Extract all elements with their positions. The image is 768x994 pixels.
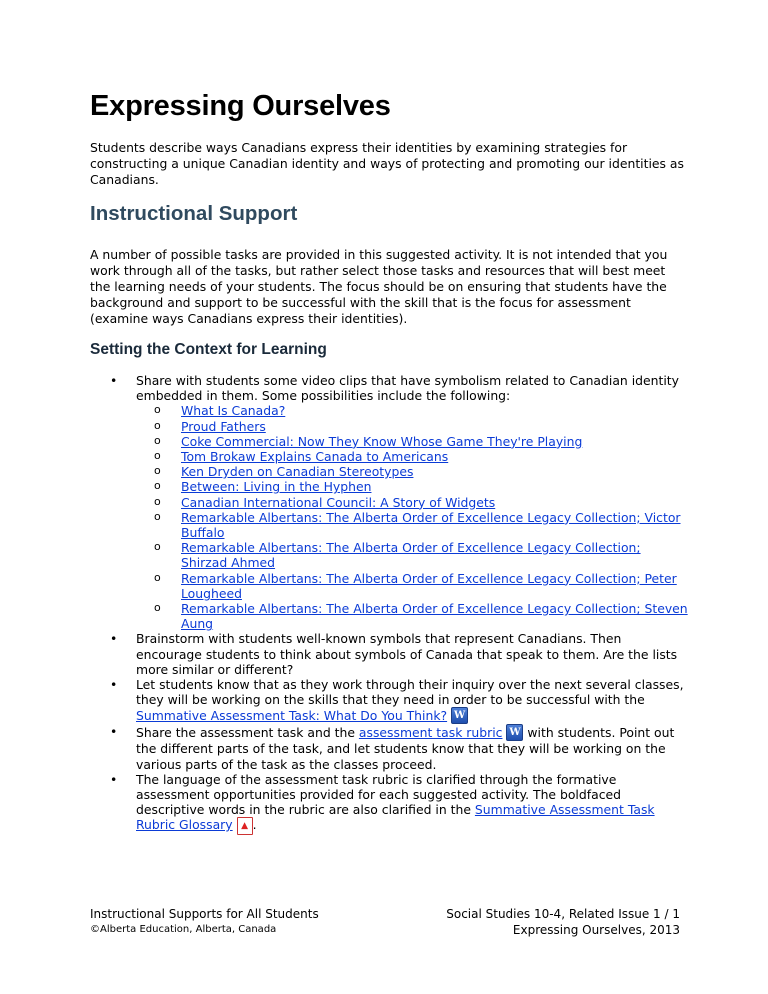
list-item: [136, 449, 690, 464]
bullet-item: [90, 772, 690, 836]
video-link[interactable]: Remarkable Albertans: The Alberta Order of Excellence Legacy Collection; Peter Lougheed: [181, 570, 677, 601]
video-link[interactable]: Coke Commercial: Now They Know Whose Game They're Playing: [181, 433, 583, 449]
word-doc-icon[interactable]: W: [451, 707, 468, 724]
bullet-item: [90, 677, 690, 724]
list-item: [136, 540, 690, 570]
video-link[interactable]: Tom Brokaw Explains Canada to Americans: [181, 449, 449, 465]
list-item: [136, 601, 690, 631]
video-link-list: [136, 403, 690, 631]
section-heading: Instructional Support: [90, 202, 298, 225]
bullet-text: The language of the assessment task rubric is clarified through the formative assessment opportunities provided for each suggested activity. The boldfaced descriptive words in the rubric are also clarified in the: [136, 771, 621, 818]
bullet-text: Brainstorm with students well-known symbols that represent Canadians. Then encourage students to think about symbols of Canada that speak to them. Are the lists more similar or different?: [136, 631, 678, 677]
bullet-item: [90, 631, 690, 677]
video-link[interactable]: Between: Living in the Hyphen: [181, 479, 372, 495]
bullet-text: .: [252, 817, 257, 833]
pdf-icon[interactable]: ▲: [237, 817, 253, 835]
video-link[interactable]: Proud Fathers: [181, 418, 266, 434]
bullet-list: [90, 373, 690, 835]
sub-heading: Setting the Context for Learning: [90, 341, 327, 358]
list-item: [136, 403, 690, 418]
video-link[interactable]: Remarkable Albertans: The Alberta Order of Excellence Legacy Collection; Steven Aung: [181, 601, 688, 632]
video-link[interactable]: Remarkable Albertans: The Alberta Order of Excellence Legacy Collection; Shirzad Ahmed: [181, 540, 641, 571]
glossary-link[interactable]: Summative Assessment Task Rubric Glossary: [136, 802, 655, 833]
list-item: [136, 571, 690, 601]
video-link[interactable]: What Is Canada?: [181, 403, 286, 419]
footer-series: Instructional Supports for All Students: [90, 907, 319, 921]
section-paragraph: A number of possible tasks are provided in this suggested activity. It is not intended that you work through all of the tasks, but rather select those tasks and resources that will best meet the learning needs of your students. The focus should be on ensuring that students have the background and support to be successful with the skill that is the focus for assessment (examine ways Canadians express their identities).: [90, 247, 668, 326]
page-title: Expressing Ourselves: [90, 90, 391, 122]
list-item: [136, 434, 690, 449]
bullet-text: Share the assessment task and the: [136, 725, 359, 741]
bullet-text: Share with students some video clips that have symbolism related to Canadian identity embedded in them. Some possibilities include the following:: [136, 373, 679, 404]
summative-task-link[interactable]: Summative Assessment Task: What Do You Think?: [136, 708, 448, 724]
list-item: [136, 510, 690, 540]
video-link[interactable]: Remarkable Albertans: The Alberta Order of Excellence Legacy Collection; Victor Buffalo: [181, 509, 681, 541]
footer-right: [446, 906, 680, 938]
footer-course: Social Studies 10-4, Related Issue 1 / 1: [446, 907, 680, 921]
bullet-item: [90, 724, 690, 771]
bullet-text: Let students know that as they work through their inquiry over the next several classes, they will be working on the skills that they need in order to be successful with the: [136, 677, 684, 708]
list-item: [136, 479, 690, 494]
footer-left: [90, 906, 319, 938]
rubric-link[interactable]: assessment task rubric: [358, 725, 503, 741]
list-item: [136, 419, 690, 434]
word-doc-icon[interactable]: W: [506, 724, 523, 741]
list-item: [136, 464, 690, 479]
list-item: [136, 495, 690, 510]
footer-copyright: ©Alberta Education, Alberta, Canada: [90, 924, 277, 935]
bullet-text: with students. Point out the different parts of the task, and let students know that they will be working on the various parts of the task as the classes proceed.: [136, 725, 675, 772]
bullet-item: [90, 373, 690, 631]
video-link[interactable]: Canadian International Council: A Story of Widgets: [181, 494, 496, 510]
footer-doc-title: Expressing Ourselves, 2013: [512, 923, 680, 937]
intro-paragraph: Students describe ways Canadians express their identities by examining strategies for constructing a unique Canadian identity and ways of protecting and promoting our identities as Canadians.: [90, 140, 684, 187]
video-link[interactable]: Ken Dryden on Canadian Stereotypes: [181, 464, 414, 480]
